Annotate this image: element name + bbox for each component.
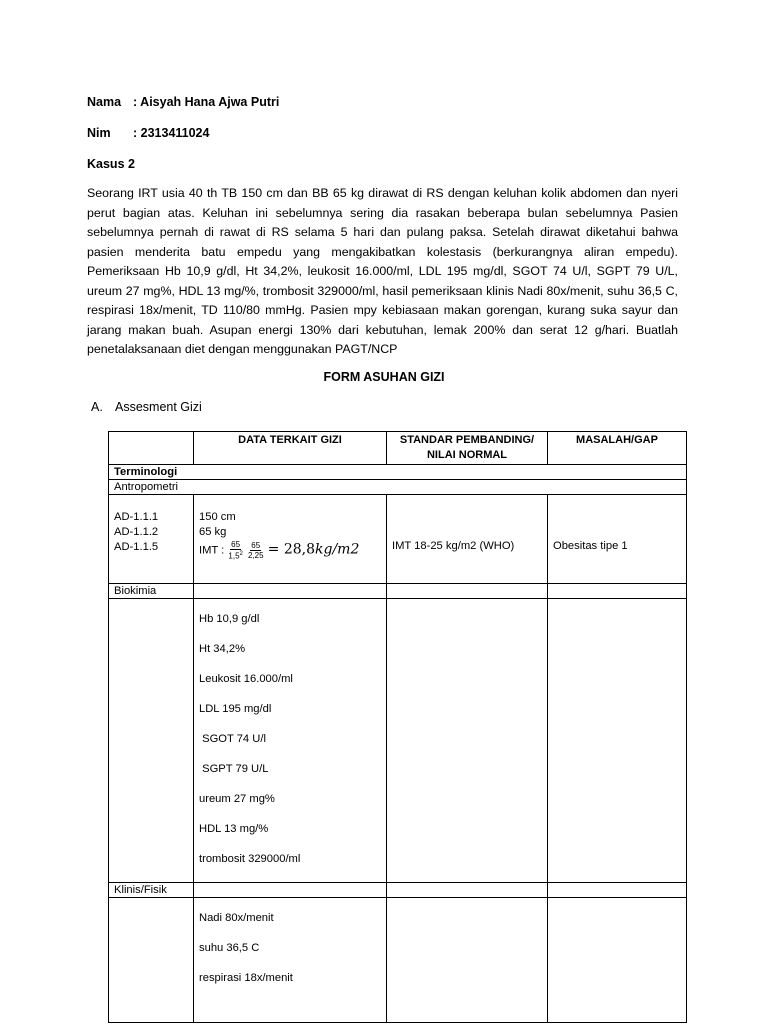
antropometri-codes <box>109 495 194 584</box>
biokimia-label: Biokimia <box>109 584 194 599</box>
clinical-item: suhu 36,5 C <box>199 942 260 954</box>
klinis-row <box>109 883 687 898</box>
imt-result-value: = 28,8 <box>267 541 316 558</box>
lab-item: SGPT 79 U/L <box>199 763 269 775</box>
terminologi-row <box>109 465 687 480</box>
imt-frac1-num: 65 <box>231 540 241 549</box>
table-header-row <box>109 432 687 465</box>
section-title: Assesment Gizi <box>115 400 202 414</box>
header-cell: DATA TERKAIT GIZI <box>194 432 387 465</box>
nim-value: : 2313411024 <box>133 126 210 140</box>
antropometri-standard: IMT 18-25 kg/m2 (WHO) <box>387 495 548 584</box>
nim-label: Nim <box>87 126 111 140</box>
empty-cell <box>109 599 194 883</box>
klinis-values <box>194 898 387 1023</box>
code-item: AD-1.1.2 <box>114 526 159 538</box>
antropometri-data-row <box>109 495 687 584</box>
case-heading: Kasus 2 <box>87 157 135 171</box>
imt-prefix: IMT : <box>199 544 225 557</box>
biokimia-row <box>109 584 687 599</box>
code-item: AD-1.1.1 <box>114 511 159 523</box>
empty-cell <box>194 883 387 898</box>
lab-item: LDL 195 mg/dl <box>199 703 272 715</box>
biokimia-values <box>194 599 387 883</box>
header-cell <box>109 432 194 465</box>
imt-unit: kg/m2 <box>315 541 360 558</box>
antropometri-values <box>194 495 387 584</box>
biokimia-data-row <box>109 599 687 883</box>
clinical-item: Nadi 80x/menit <box>199 912 274 924</box>
empty-cell <box>109 898 194 1023</box>
empty-cell <box>194 584 387 599</box>
empty-cell <box>387 584 548 599</box>
nim-line <box>87 126 209 140</box>
empty-cell <box>548 883 687 898</box>
lab-item: trombosit 329000/ml <box>199 853 301 865</box>
imt-frac1-exp: 2 <box>239 551 243 557</box>
nama-line <box>87 95 279 109</box>
klinis-label: Klinis/Fisik <box>109 883 194 898</box>
empty-cell <box>548 898 687 1023</box>
section-letter: A. <box>91 400 103 414</box>
empty-cell <box>548 584 687 599</box>
empty-cell <box>387 599 548 883</box>
antropometri-row <box>109 480 687 495</box>
lab-item: HDL 13 mg/% <box>199 823 269 835</box>
code-item: AD-1.1.5 <box>114 541 159 553</box>
imt-fraction-2 <box>248 541 264 560</box>
empty-cell <box>387 898 548 1023</box>
imt-frac1-den <box>228 550 242 561</box>
imt-frac2-num: 65 <box>251 540 261 550</box>
nama-value: : Aisyah Hana Ajwa Putri <box>133 95 280 109</box>
weight-value: 65 kg <box>199 526 227 538</box>
empty-cell <box>387 883 548 898</box>
lab-item: Hb 10,9 g/dl <box>199 613 260 625</box>
header-cell: STANDAR PEMBANDING/ NILAI NORMAL <box>387 432 548 465</box>
height-value: 150 cm <box>199 511 236 523</box>
antropometri-problem: Obesitas tipe 1 <box>548 495 687 584</box>
lab-item: SGOT 74 U/l <box>199 733 266 745</box>
imt-formula <box>199 540 381 561</box>
lab-item: ureum 27 mg% <box>199 793 275 805</box>
form-title: FORM ASUHAN GIZI <box>323 370 445 384</box>
imt-result <box>268 541 360 557</box>
imt-frac2-den: 2,25 <box>247 550 264 560</box>
nama-label: Nama <box>87 95 122 109</box>
klinis-data-row <box>109 898 687 1023</box>
terminologi-label: Terminologi <box>109 465 687 480</box>
antropometri-label: Antropometri <box>109 480 687 495</box>
lab-item: Leukosit 16.000/ml <box>199 673 293 685</box>
imt-frac1-den-base: 1,5 <box>228 551 240 561</box>
assessment-table <box>108 431 687 1023</box>
imt-fraction-1 <box>228 540 242 561</box>
header-cell: MASALAH/GAP <box>548 432 687 465</box>
section-heading <box>91 400 202 414</box>
case-description: Seorang IRT usia 40 th TB 150 cm dan BB 65 kg dirawat di RS dengan keluhan kolik abdomen dan nyeri perut bagian atas. Keluhan ini sebelumnya sering dia rasakan beberapa bulan sebelumnya Pasien sebelumnya pernah di rawat di RS selama 5 hari dan pulang paksa. Setelah dirawat diketahui bahwa pasien menderita batu empedu yang mengakibatkan kolestasis (berkurangnya aliran empedu). Pemeriksaan Hb 10,9 g/dl, Ht 34,2%, leukosit 16.000/ml, LDL 195 mg/dl, SGOT 74 U/l, SGPT 79 U/L, ureum 27 mg%, HDL 13 mg/%, trombosit 329000/ml, hasil pemeriksaan klinis Nadi 80x/menit, suhu 36,5 C, respirasi 18x/menit, TD 110/80 mmHg. Pasien mpy kebiasaan makan gorengan, kurang suka sayur dan jarang makan buah. Asupan energi 130% dari kebutuhan, lemak 200% dan serat 12 g/hari. Buatlah penetalaksanaan diet dengan menggunakan PAGT/NCP <box>87 186 678 356</box>
lab-item: Ht 34,2% <box>199 643 246 655</box>
empty-cell <box>548 599 687 883</box>
clinical-item: respirasi 18x/menit <box>199 972 293 984</box>
